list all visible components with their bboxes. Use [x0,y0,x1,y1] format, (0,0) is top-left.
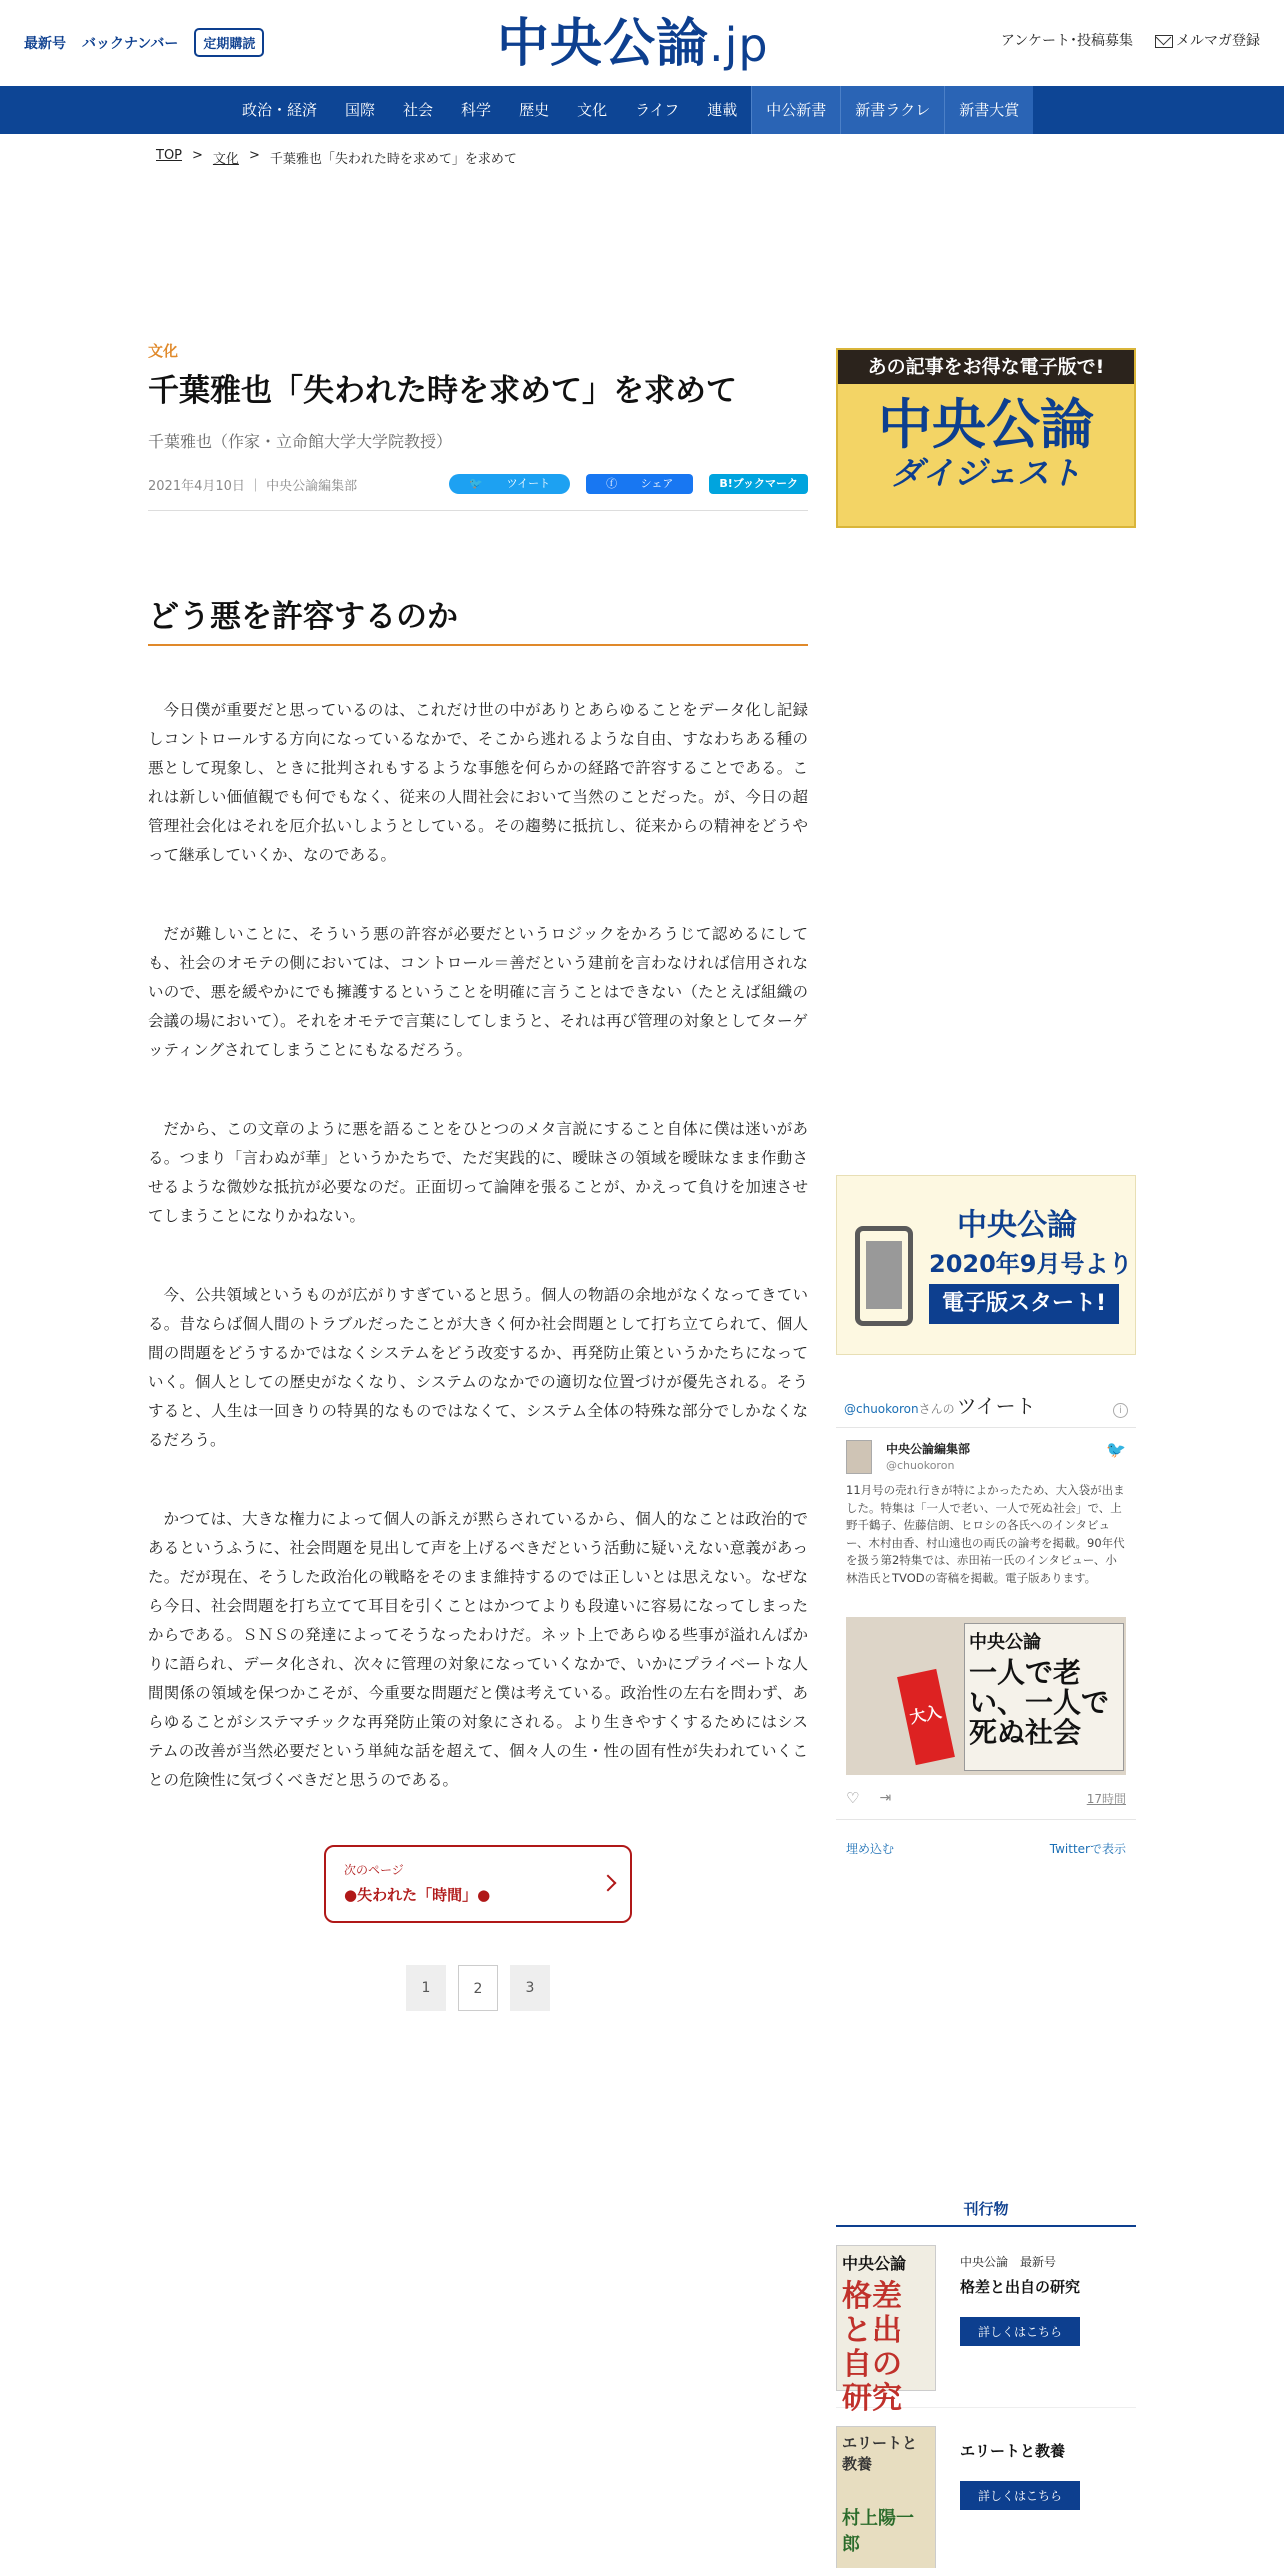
breadcrumb-sep: > [248,148,260,163]
digest-banner-top: あの記事をお得な電子版で! [838,350,1134,384]
next-page-label: 次のページ [344,1863,404,1877]
publication-cover[interactable] [836,2426,936,2568]
survey-link[interactable]: アンケート･投稿募集 [1000,33,1133,49]
article [148,340,808,2011]
section-heading: どう悪を許容するのか [148,591,808,646]
digest-banner-title: 中央公論 [878,392,1094,456]
view-on-twitter-link[interactable]: Twitterで表示 [1049,1842,1126,1856]
nav-item-culture[interactable]: 文化 [577,101,608,119]
publication-item [836,2426,1136,2568]
digital-banner-start: 電子版スタート! [929,1284,1119,1324]
twitter-header [836,1390,1136,1428]
digital-edition-banner[interactable] [836,1175,1136,1355]
digest-banner-subtitle: ダイジェスト [890,454,1082,492]
nav-item-science[interactable]: 科学 [461,101,492,119]
next-page-button[interactable] [324,1845,632,1923]
digest-banner[interactable] [836,348,1136,528]
publication-name: エリートと教養 [960,2442,1066,2460]
info-icon[interactable]: i [1113,1403,1128,1418]
tweet-author-names [886,1440,970,1474]
tweet-image-tag [897,1669,955,1765]
cover-subtitle: 格差と出自の研究 [842,2279,902,2416]
publication-name: 格差と出自の研究 [960,2278,1081,2296]
publication-label: 中央公論 最新号 [960,2255,1057,2269]
subscribe-button[interactable]: 定期購読 [194,28,264,57]
site-logo[interactable] [497,12,769,77]
nav-item-society[interactable]: 社会 [403,101,434,119]
article-title: 千葉雅也「失われた時を求めて」を求めて [148,373,737,409]
publication-info [960,2245,1080,2391]
twitter-timeline [836,1390,1136,1857]
publication-item [836,2245,1136,2416]
nav-item-international[interactable]: 国際 [345,101,376,119]
article-author: 千葉雅也（作家・立命館大学大学院教授） [148,432,453,451]
tweet-image[interactable] [846,1617,1126,1775]
twitter-handle-link[interactable]: @chuokoron [844,1402,919,1416]
publication-info [960,2426,1080,2568]
embed-link[interactable]: 埋め込む [846,1842,895,1856]
next-page-title: ●失われた「時間」● [344,1886,491,1904]
article-paragraph: 今、公共領域というものが広がりすぎていると思う。個人の物語の余地がなくなってきている。昔ならば個人間のトラブルだったことが大きく何か社会問題として打ち立てられて、個人間の問題をどうするかではなくシステムをどう改変するか、再発防止策というかたちになっていく。個人としての歴史がなくなり、システムのなかでの適切な位置づけが優先される。そうすると、人生は一回きりの特異的なものではなくて、システム全体の特殊な部分でしかなくなるだろう。 [148,1286,808,1449]
article-paragraph: かつては、大きな権力によって個人の訴えが黙らされているから、個人的なことは政治的であるというふうに、社会問題を見出して声を上げるべきだという活動に疑いえない意義があった。だが現在、そうした政治化の戦略をそのまま維持するのでは正しいとは思えない。なぜなら今日、社会問題を打ち立てて耳目を引くことはかつてよりも段違いに容易になってしまったからである。ＳＮＳの発達によってそうなったわけだ。ネット上であらゆる些事が溢れんばかりに語られ、データ化され、次々に管理の対象になっていくなかで、いかにプライベートな人間関係の領域を保つかこそが、今重要な問題だと僕は考えている。政治性の左右を問わず、あらゆることがシステマチックな再発防止策の対象にされる。より生きやすくするためにはシステムの改善が当然必要だという単純な話を超えて、個々人の生・性の固有性が失われていくことの危険性に気づくべきだと思うのである。 [148,1510,808,1789]
smartphone-icon [855,1226,913,1326]
share-icon[interactable]: ⇥ [879,1790,892,1806]
title-divider [148,510,808,511]
tweet-author-name[interactable]: 中央公論編集部 [886,1442,971,1456]
breadcrumb-top[interactable]: TOP [156,148,183,163]
twitter-bird-icon: 🐦 [1106,1440,1126,1459]
nav-item-serial[interactable]: 連載 [707,101,738,119]
tweet-author [836,1428,1136,1474]
tweet-text: 11月号の売れ行きが特によかったため、大入袋が出ました。特集は「一人で老い、一人で死ぬ社会」で、上野千鶴子、佐藤信朗、ヒロシの各氏へのインタビュー、木村由香、村山遠也の両氏の論考を掲載。90年代を扱う第2特集では、赤田祐一氏のインタビュー、小林浩氏とTVODの寄稿を掲載。電子版あります。 [846,1483,1125,1585]
backnumber-link[interactable]: バックナンバー [82,35,179,52]
article-category[interactable]: 文化 [148,342,179,360]
cover-title: エリートと教養 [842,2434,918,2473]
page-link-3[interactable]: 3 [510,1965,550,2011]
page-link-2-current: 2 [458,1965,498,2011]
cover-subtitle: 村上陽一郎 [842,2508,914,2555]
article-date: 2021年4月10日 ｜ 中央公論編集部 [148,478,358,494]
nav-item-shinsho-award[interactable]: 新書大賞 [944,86,1033,134]
facebook-share-button[interactable] [586,474,693,494]
twitter-heading: ツイート [956,1394,1036,1418]
newsletter-label: メルマガ登録 [1176,33,1260,49]
breadcrumb-sep: > [192,148,203,163]
heart-icon[interactable]: ♡ [846,1789,860,1807]
site-header [0,0,1284,86]
facebook-label: シェア [640,477,674,490]
twitter-footer [836,1819,1136,1857]
nav-list [228,86,1033,134]
logo-suffix: .jp [709,18,769,72]
twitter-san: さんの [918,1402,955,1416]
page-link-1[interactable]: 1 [406,1965,446,2011]
logo-main: 中央公論 [497,13,710,74]
avatar[interactable] [846,1440,872,1474]
header-left-links [24,28,264,57]
mail-icon [1155,35,1173,48]
nav-item-life[interactable]: ライフ [635,101,680,119]
facebook-icon: ⓕ [606,477,621,490]
publications [836,2198,1136,2568]
breadcrumb-current: 千葉雅也「失われた時を求めて」を求めて [269,152,517,167]
pagination [148,1965,808,2011]
newsletter-link[interactable] [1155,30,1260,50]
article-paragraph: だから、この文章のように悪を語ることをひとつのメタ言説にすること自体に僕は迷いがある。つまり「言わぬが華」というかたちで、ただ実践的に、曖昧さの領域を曖昧なまま作動させるような微妙な抵抗が必要なのだ。正面切って論陣を張ることが、かえって負けを加速させてしまうことになりかねない。 [148,1120,808,1225]
cover-title: 中央公論 [842,2254,907,2273]
share-buttons [449,474,808,494]
article-meta [148,472,808,496]
nav-item-politics-economy[interactable]: 政治・経済 [242,101,318,119]
tweet-image-book-sub: 一人で老い、一人で死ぬ社会 [969,1656,1110,1749]
publication-cover[interactable] [836,2245,936,2416]
digital-banner-title: 中央公論 [957,1208,1077,1243]
publications-title: 刊行物 [836,2198,1136,2227]
hatena-bookmark-button[interactable]: B!ブックマーク [709,474,808,494]
breadcrumb-category[interactable]: 文化 [212,152,239,167]
tweet-image-book [964,1623,1124,1771]
nav-item-history[interactable]: 歴史 [519,101,550,119]
main-nav [0,86,1284,134]
twitter-icon: 🐦 [469,477,487,490]
breadcrumb [156,148,517,167]
tweet-image-book-title: 中央公論 [969,1632,1041,1653]
latest-issue-link[interactable]: 最新号 [24,35,66,52]
nav-item-chuko-shinsho[interactable]: 中公新書 [751,86,840,134]
header-right-links [1001,30,1260,50]
digital-banner-issue: 2020年9月号より [929,1250,1133,1278]
tweet-image-tag-text: 大入 [907,1701,944,1728]
publication-details-button[interactable]: 詳しくはこちら [960,2317,1080,2346]
publication-details-button[interactable]: 詳しくはこちら [960,2481,1080,2510]
article-paragraph: だが難しいことに、そういう悪の許容が必要だというロジックをかろうじて認めるにしても、社会のオモテの側においては、コントロール＝善だという建前を言わなければ信用されないので、悪を緩やかにでも擁護するということを明確に言うことはできない（たとえば組織の会議の場において）。それをオモテで言葉にしてしまうと、それは再び管理の対象としてターゲッティングされてしまうことにもなるだろう。 [148,925,808,1059]
nav-item-shinsho-laclef[interactable]: 新書ラクレ [840,86,944,134]
tweet-author-handle[interactable]: @chuokoron [886,1459,955,1472]
tweet-button[interactable] [449,474,570,494]
article-paragraph: 今日僕が重要だと思っているのは、これだけ世の中がありとあらゆることをデータ化し記録しコントロールする方向になっているなかで、そこから逃れるような自由、すなわちある種の悪として現象し、ときに批判されもするような事態を何らかの経路で許容することである。これは新しい価値観でも何でもなく、従来の人間社会において当然のことだった。が、今日の超管理社会化はそれを厄介払いしようとしている。その趨勢に抵抗し、従来からの精神をどうやって継承していくか、なのである。 [148,701,808,864]
tweet-label: ツイート [506,477,551,490]
tweet-time[interactable]: 17時間 [1086,1791,1126,1806]
tweet-actions [836,1775,1136,1807]
